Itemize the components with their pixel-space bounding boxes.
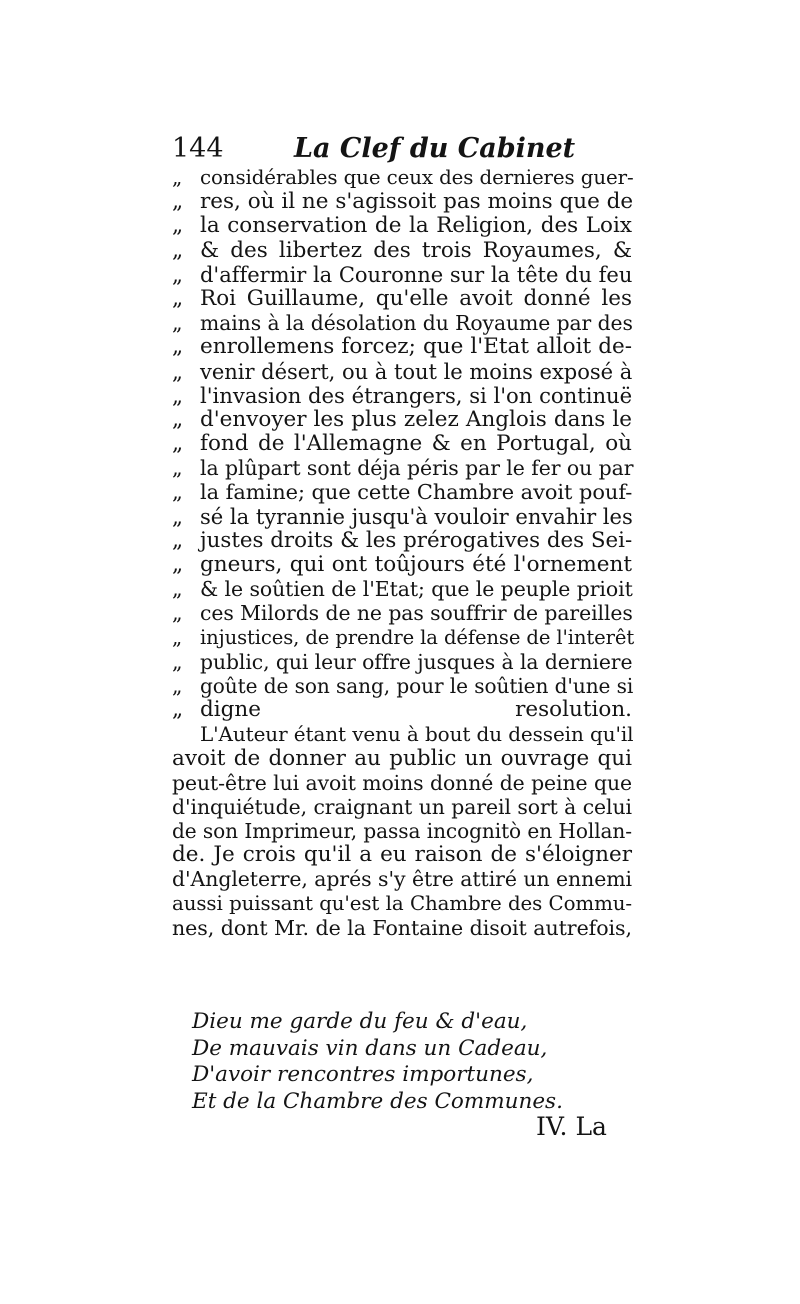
text-line [172,577,632,601]
line-text: ces Milords de ne pas souffrir de pareilles [200,601,633,626]
page-number: 144 [172,133,224,164]
text-line [172,432,632,456]
quote-mark: „ [172,527,184,553]
text-line [172,384,632,408]
quote-mark: „ [172,577,183,602]
line-text: Roi Guillaume, qu'elle avoit donné les [200,285,632,311]
text-line [172,650,632,674]
quote-mark: „ [172,697,184,723]
text-line [172,263,632,287]
quote-mark: „ [172,237,184,263]
text-line: peut-être lui avoit moins donné de peine que [172,770,632,795]
quote-mark: „ [172,673,183,698]
text-line: d'Angleterre, aprés s'y être attiré un ennemi [172,867,632,892]
page-header [172,132,632,168]
text-line [172,166,632,190]
line-text: mains à la désolation du Royaume par des [200,311,633,336]
text-line: de son Imprimeur, passa incognitò en Hollan- [172,819,632,844]
text-line [172,190,632,214]
line-text: enrollemens forcez; que l'Etat alloit de- [200,334,632,360]
text-line [172,408,632,432]
text-line: avoit de donner au public un ouvrage qui [172,745,632,771]
line-text: d'affermir la Couronne sur la tête du feu [200,261,633,287]
quote-mark: „ [172,601,183,626]
text-line [172,456,632,480]
verse-line: D'avoir rencontres importunes, [192,1062,534,1088]
paragraph [172,722,632,940]
line-text: considérables que ceux des dernieres guer- [200,166,634,189]
line-text: la famine; que cette Chambre avoit pouf- [200,480,633,505]
quote-mark: „ [172,166,183,189]
quote-mark: „ [172,334,184,360]
text-line [172,311,632,335]
verse-quotation [192,1009,563,1115]
text-line [172,601,632,625]
text-line [172,505,632,529]
text-line [172,287,632,311]
line-text: & le soûtien de l'Etat; que le peuple prioit [200,577,633,602]
line-text: sé la tyrannie jusqu'à vouloir envahir les [200,503,633,529]
line-text: l'invasion des étrangers, si l'on continuë [200,382,633,408]
line-text: & des libertez des trois Royaumes, & [200,237,632,263]
text-line: nes, dont Mr. de la Fontaine disoit autrefois, [172,915,632,940]
line-text: d'envoyer les plus zelez Anglois dans le [200,406,632,432]
text-line [172,214,632,238]
text-line [172,529,632,553]
verse-line: Et de la Chambre des Communes. [192,1088,563,1114]
text-line [172,239,632,263]
quote-mark: „ [172,625,183,649]
line-text: public, qui leur offre jusques à la derniere [200,649,633,674]
running-title: La Clef du Cabinet [294,133,576,164]
line-text: venir désert, ou à tout le moins exposé à [200,358,633,384]
quote-mark: „ [172,503,183,529]
text-line: d'inquiétude, craignant un pareil sort à celui [172,794,632,819]
quote-mark: „ [172,431,184,457]
quote-mark: „ [172,261,183,287]
text-line: de. Je crois qu'il a eu raison de s'éloigner [172,842,632,868]
line-text: res, où il ne s'agissoit pas moins que de [200,189,634,215]
text-line [172,553,632,577]
text-line: aussi puissant qu'est la Chambre des Commu- [172,891,632,915]
quoted-passage [172,166,635,723]
verse-line: Dieu me garde du feu & d'eau, [192,1009,528,1034]
text-line [172,360,632,384]
quote-mark: „ [172,213,184,239]
text-line [172,335,632,359]
quote-mark: „ [172,382,183,408]
line-text: la plûpart sont déja péris par le fer ou par [200,456,634,481]
body-text [172,166,635,940]
quote-mark: „ [172,189,184,215]
quote-mark: „ [172,358,183,384]
text-line [172,625,635,650]
quote-mark: „ [172,480,183,505]
verse-line: De mauvais vin dans un Cadeau, [192,1035,548,1061]
line-text: gneurs, qui ont toûjours été l'ornement [200,552,632,577]
quote-mark: „ [172,456,183,481]
quote-mark: „ [172,285,184,311]
text-line: L'Auteur étant venu à bout du dessein qu'il [200,722,634,747]
catchword: IV. La [536,1112,607,1141]
quote-mark: „ [172,311,183,336]
line-text: justes droits & les prérogatives des Sei- [200,527,633,553]
quote-mark: „ [172,649,183,674]
text-line [172,480,632,504]
quote-mark: „ [172,552,184,577]
line-text: fond de l'Allemagne & en Portugal, où [200,431,632,457]
text-line [172,698,632,722]
text-line [172,674,632,698]
quote-mark: „ [172,406,184,432]
line-text: goûte de son sang, pour le soûtien d'une si [200,673,634,698]
line-text: digne resolution. [200,697,632,723]
line-text: la conservation de la Religion, des Loix [200,213,632,239]
line-text: injustices, de prendre la défense de l'interêt [200,625,635,649]
